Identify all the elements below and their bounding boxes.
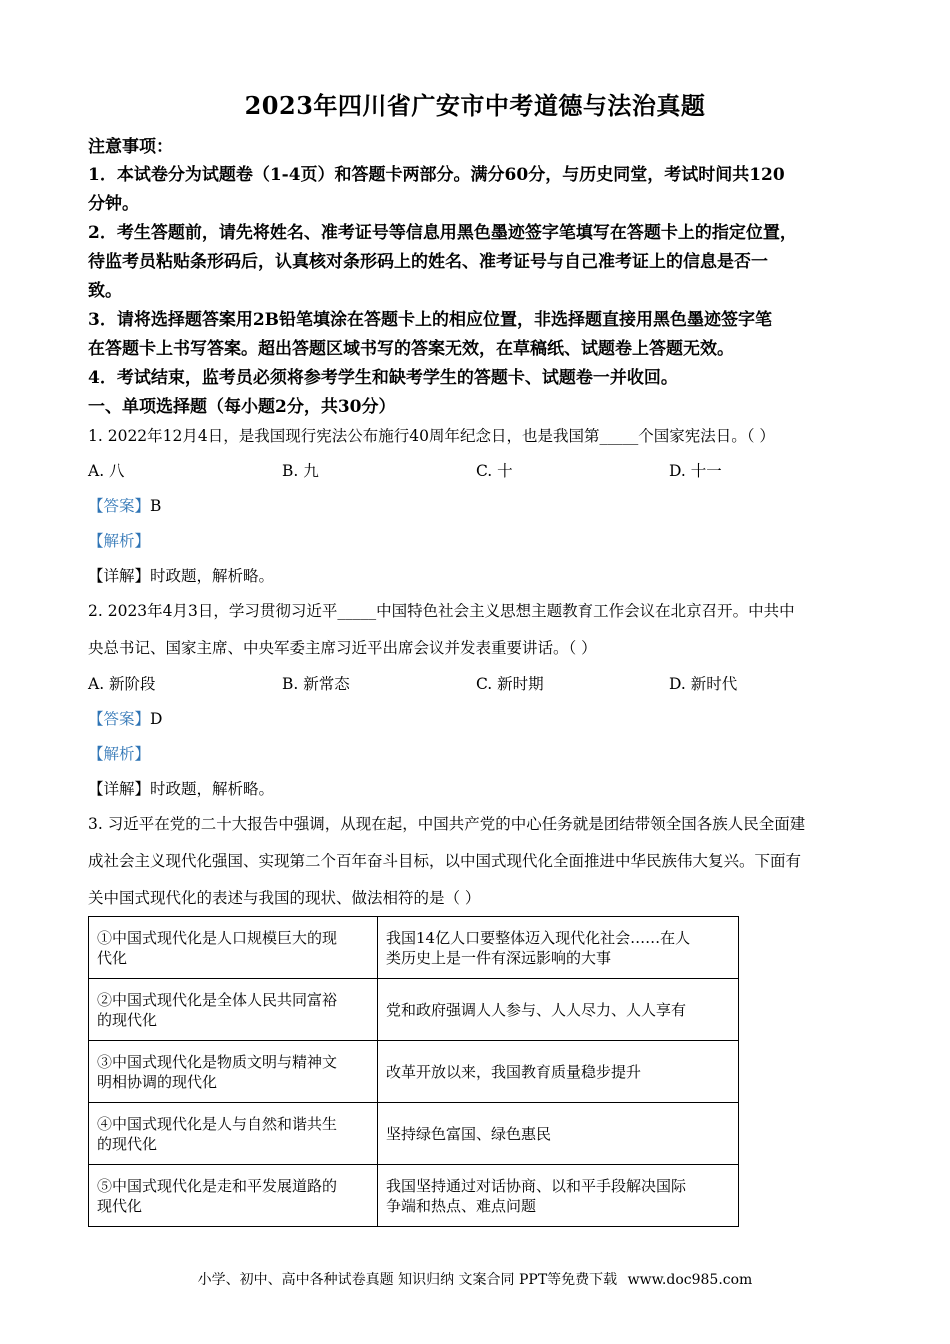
page-title: 2023年四川省广安市中考道德与法治真题 [244, 91, 706, 120]
q2-answer [88, 707, 162, 729]
answer-tag: 【答案】 [88, 710, 151, 728]
question-3-table [88, 916, 739, 1227]
section-heading: 一、单项选择题（每小题2分，共30分） [88, 397, 396, 417]
table-cell: ④中国式现代化是人与自然和谐共生 的现代化 [89, 1103, 378, 1165]
question-3-stem-line: 关中国式现代化的表述与我国的现状、做法相符的是（ ） [88, 889, 481, 907]
footer-link[interactable]: www.doc985.com [627, 1272, 753, 1288]
q2-detail: 【详解】时政题，解析略。 [88, 780, 275, 798]
table-cell: ①中国式现代化是人口规模巨大的现 代化 [89, 917, 378, 979]
question-3-stem-line: 成社会主义现代化强国、实现第二个百年奋斗目标，以中国式现代化全面推进中华民族伟大复兴。下面有 [88, 852, 802, 870]
q1-option-b: B. 九 [282, 462, 319, 480]
q2-option-a: A. 新阶段 [88, 675, 156, 693]
table-row [89, 1103, 739, 1165]
q2-analysis-tag: 【解析】 [88, 745, 151, 763]
q2-option-c: C. 新时期 [476, 675, 544, 693]
table-cell: ⑤中国式现代化是走和平发展道路的 现代化 [89, 1165, 378, 1227]
q1-option-d: D. 十一 [669, 462, 722, 480]
question-3-stem-line: 3. 习近平在党的二十大报告中强调，从现在起，中国共产党的中心任务就是团结带领全国各族人民全面建 [88, 815, 806, 833]
q2-option-d: D. 新时代 [669, 675, 738, 693]
page-footer [0, 1269, 950, 1289]
q1-analysis-tag: 【解析】 [88, 532, 151, 550]
table-row [89, 979, 739, 1041]
question-2-stem-line: 2. 2023年4月3日，学习贯彻习近平_____中国特色社会主义思想主题教育工作会议在北京召开。中共中 [88, 602, 795, 620]
footer-text: 小学、初中、高中各种试卷真题 知识归纳 文案合同 PPT等免费下载 [197, 1272, 618, 1288]
table-cell: 坚持绿色富国、绿色惠民 [378, 1103, 739, 1165]
table-cell: 我国14亿人口要整体迈入现代化社会……在人 类历史上是一件有深远影响的大事 [378, 917, 739, 979]
question-1-stem: 1. 2022年12月4日，是我国现行宪法公布施行40周年纪念日，也是我国第_____个国家宪法日。（ ） [88, 427, 775, 445]
table-cell: 党和政府强调人人参与、人人尽力、人人享有 [378, 979, 739, 1041]
question-2-stem-line: 央总书记、国家主席、中央军委主席习近平出席会议并发表重要讲话。（ ） [88, 639, 597, 657]
table-cell: 改革开放以来，我国教育质量稳步提升 [378, 1041, 739, 1103]
table-row [89, 1165, 739, 1227]
answer-value: D [150, 710, 163, 728]
q1-answer [88, 494, 161, 516]
table-cell: ②中国式现代化是全体人民共同富裕 的现代化 [89, 979, 378, 1041]
q1-option-c: C. 十 [476, 462, 513, 480]
q2-option-b: B. 新常态 [282, 675, 350, 693]
answer-tag: 【答案】 [88, 497, 151, 515]
notice-line: 致。 [88, 281, 122, 301]
answer-value: B [150, 497, 162, 515]
table-cell: 我国坚持通过对话协商、以和平手段解决国际 争端和热点、难点问题 [378, 1165, 739, 1227]
table-row [89, 1041, 739, 1103]
table-row [89, 917, 739, 979]
notice-line: 1．本试卷分为试题卷（1-4页）和答题卡两部分。满分60分，与历史同堂，考试时间共120 [88, 165, 785, 185]
q1-option-a: A. 八 [88, 462, 125, 480]
q1-detail: 【详解】时政题，解析略。 [88, 567, 275, 585]
notice-line: 3．请将选择题答案用2B铅笔填涂在答题卡上的相应位置，非选择题直接用黑色墨迹签字笔 [88, 310, 773, 330]
notice-line: 待监考员粘贴条形码后，认真核对条形码上的姓名、准考证号与自己准考证上的信息是否一 [88, 252, 768, 272]
notice-line: 2．考生答题前，请先将姓名、准考证号等信息用黑色墨迹签字笔填写在答题卡上的指定位置， [88, 223, 797, 243]
notice-heading: 注意事项： [88, 137, 173, 157]
notice-line: 分钟。 [88, 194, 139, 214]
notice-line: 4．考试结束，监考员必须将参考学生和缺考学生的答题卡、试题卷一并收回。 [88, 368, 678, 388]
table-cell: ③中国式现代化是物质文明与精神文 明相协调的现代化 [89, 1041, 378, 1103]
notice-line: 在答题卡上书写答案。超出答题区域书写的答案无效，在草稿纸、试题卷上答题无效。 [88, 339, 734, 359]
